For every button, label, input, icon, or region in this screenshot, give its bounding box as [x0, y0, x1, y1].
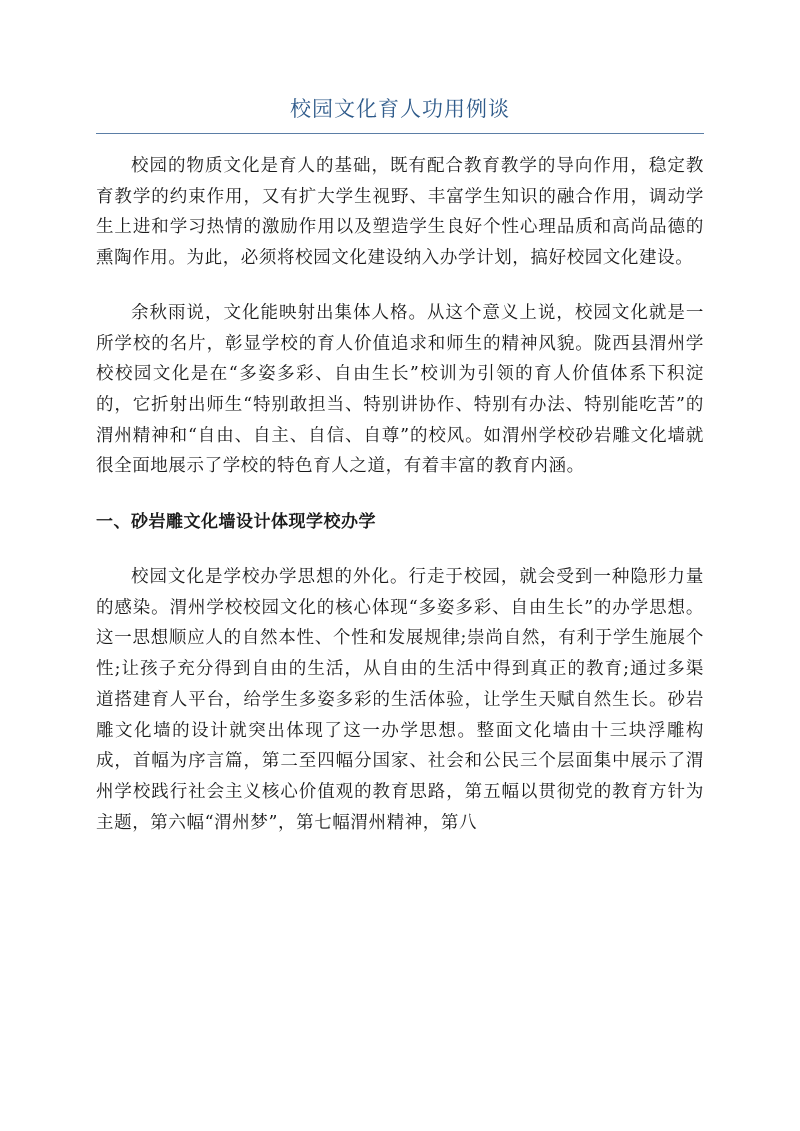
title-underline-rule [96, 133, 704, 134]
paragraph-intro-2: 余秋雨说，文化能映射出集体人格。从这个意义上说，校园文化就是一所学校的名片，彰显学校的育人价值追求和师生的精神风貌。陇西县渭州学校校园文化是在“多姿多彩、自由生长”校训为引领的育人价值体系下积淀的，它折射出师生“特别敢担当、特别讲协作、特别有办法、特别能吃苦”的渭州精神和“自由、自主、自信、自尊”的校风。如渭州学校砂岩雕文化墙就很全面地展示了学校的特色育人之道，有着丰富的教育内涵。 [96, 302, 704, 477]
section-heading-1: 一、砂岩雕文化墙设计体现学校办学 [96, 512, 376, 533]
document-body [96, 151, 704, 862]
document-title: 校园文化育人功用例谈 [290, 97, 510, 121]
section-1-paragraph: 校园文化是学校办学思想的外化。行走于校园，就会受到一种隐形力量的感染。渭州学校校园文化的核心体现“多姿多彩、自由生长”的办学思想。这一思想顺应人的自然本性、个性和发展规律;崇尚自然，有利于学生施展个性;让孩子充分得到自由的生活，从自由的生活中得到真正的教育;通过多渠道搭建育人平台，给学生多姿多彩的生活体验，让学生天赋自然生长。砂岩雕文化墙的设计就突出体现了这一办学思想。整面文化墙由十三块浮雕构成，首幅为序言篇，第二至四幅分国家、社会和公民三个层面集中展示了渭州学校践行社会主义核心价值观的教育思路，第五幅以贯彻党的教育方针为主题，第六幅“渭州梦”，第七幅渭州精神，第八 [96, 567, 704, 833]
paragraph-intro-1: 校园的物质文化是育人的基础，既有配合教育教学的导向作用，稳定教育教学的约束作用，又有扩大学生视野、丰富学生知识的融合作用，调动学生上进和学习热情的激励作用以及塑造学生良好个性心理品质和高尚品德的熏陶作用。为此，必须将校园文化建设纳入办学计划，搞好校园文化建设。 [96, 156, 704, 269]
